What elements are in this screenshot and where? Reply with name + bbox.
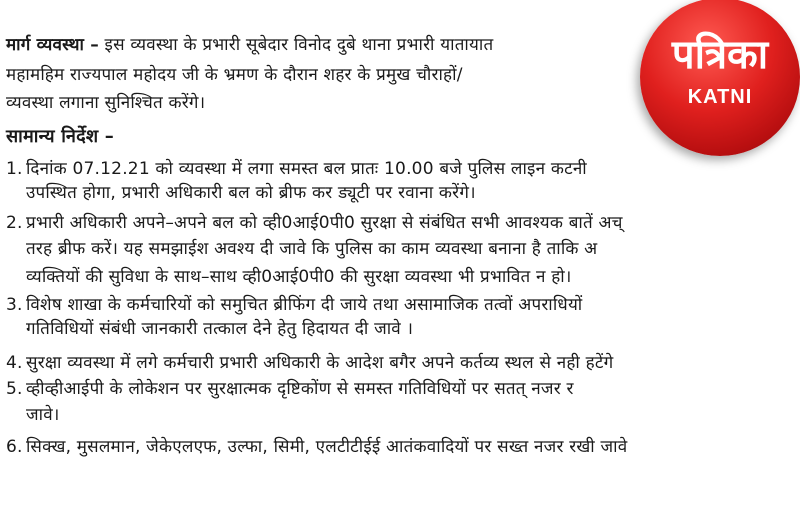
item-4-text-1: सुरक्षा व्यवस्था में लगे कर्मचारी प्रभारी अधिकारी के आदेश बगैर अपने कर्तव्य स्थल से नही हटेंगे	[26, 353, 614, 373]
intro-line-3: व्यवस्था लगाना सुनिश्चित करेंगे।	[6, 93, 206, 113]
page-bottom-margin	[0, 470, 800, 524]
item-2-text-1: प्रभारी अधिकारी अपने–अपने बल को व्ही0आई0पी0 सुरक्षा से संबंधित सभी आवश्यक बातें अच्	[26, 213, 623, 233]
item-2-line-3: व्यक्तियों की सुविधा के साथ–साथ व्ही0आई0पी0 की सुरक्षा व्यवस्था भी प्रभावित न हो।	[26, 267, 572, 287]
item-4-line-1	[6, 352, 613, 374]
item-1-line-1	[6, 158, 587, 180]
item-4-number: 4.	[6, 353, 23, 373]
item-3-line-2: गतिविधियों संबंधी जानकारी तत्काल देने हेतु हिदायत दी जावे ।	[26, 319, 414, 339]
item-6-number: 6.	[6, 437, 23, 457]
item-1-line-2: उपस्थित होगा, प्रभारी अधिकारी बल को ब्रीफ कर ड्यूटी पर रवाना करेंगे।	[26, 183, 476, 203]
item-1-text-1: दिनांक 07.12.21 को व्यवस्था में लगा समस्त बल प्रातः 10.00 बजे पुलिस लाइन कटनी	[26, 159, 587, 179]
item-2-line-2: तरह ब्रीफ करें। यह समझाईश अवश्य दी जावे कि पुलिस का काम व्यवस्था बनाना है ताकि अ	[26, 239, 598, 259]
item-2-line-1	[6, 212, 623, 234]
intro-title: मार्ग व्यवस्था –	[6, 35, 99, 55]
item-5-number: 5.	[6, 379, 23, 399]
intro-line-2: महामहिम राज्यपाल महोदय जी के भ्रमण के दौरान शहर के प्रमुख चौराहों/	[6, 65, 463, 85]
logo-name: पत्रिका	[671, 32, 769, 78]
item-3-line-1	[6, 294, 582, 316]
item-1-number: 1.	[6, 159, 23, 179]
item-6-line-1	[6, 436, 627, 458]
intro-line-1	[6, 34, 493, 56]
patrika-katni-logo	[640, 0, 800, 156]
item-6-text-1: सिक्ख, मुसलमान, जेकेएलएफ, उल्फा, सिमी, एलटीटीईई आतंकवादियों पर सख्त नजर रखी जावे	[26, 437, 628, 457]
item-2-number: 2.	[6, 213, 23, 233]
section-heading: सामान्य निर्देश –	[6, 126, 114, 147]
item-3-text-1: विशेष शाखा के कर्मचारियों को समुचित ब्रीफिंग दी जाये तथा असामाजिक तत्वों अपराधियों	[26, 295, 583, 315]
intro-line-1-text: इस व्यवस्था के प्रभारी सूबेदार विनोद दुबे थाना प्रभारी यातायात	[98, 35, 494, 55]
item-5-text-1: व्हीव्हीआईपी के लोकेशन पर सुरक्षात्मक दृष्टिकोंण से समस्त गतिविधियों पर सतत् नजर र	[26, 379, 574, 399]
item-5-line-2: जावे।	[26, 405, 60, 425]
item-3-number: 3.	[6, 295, 23, 315]
logo-city: KATNI	[687, 86, 753, 108]
item-5-line-1	[6, 378, 574, 400]
